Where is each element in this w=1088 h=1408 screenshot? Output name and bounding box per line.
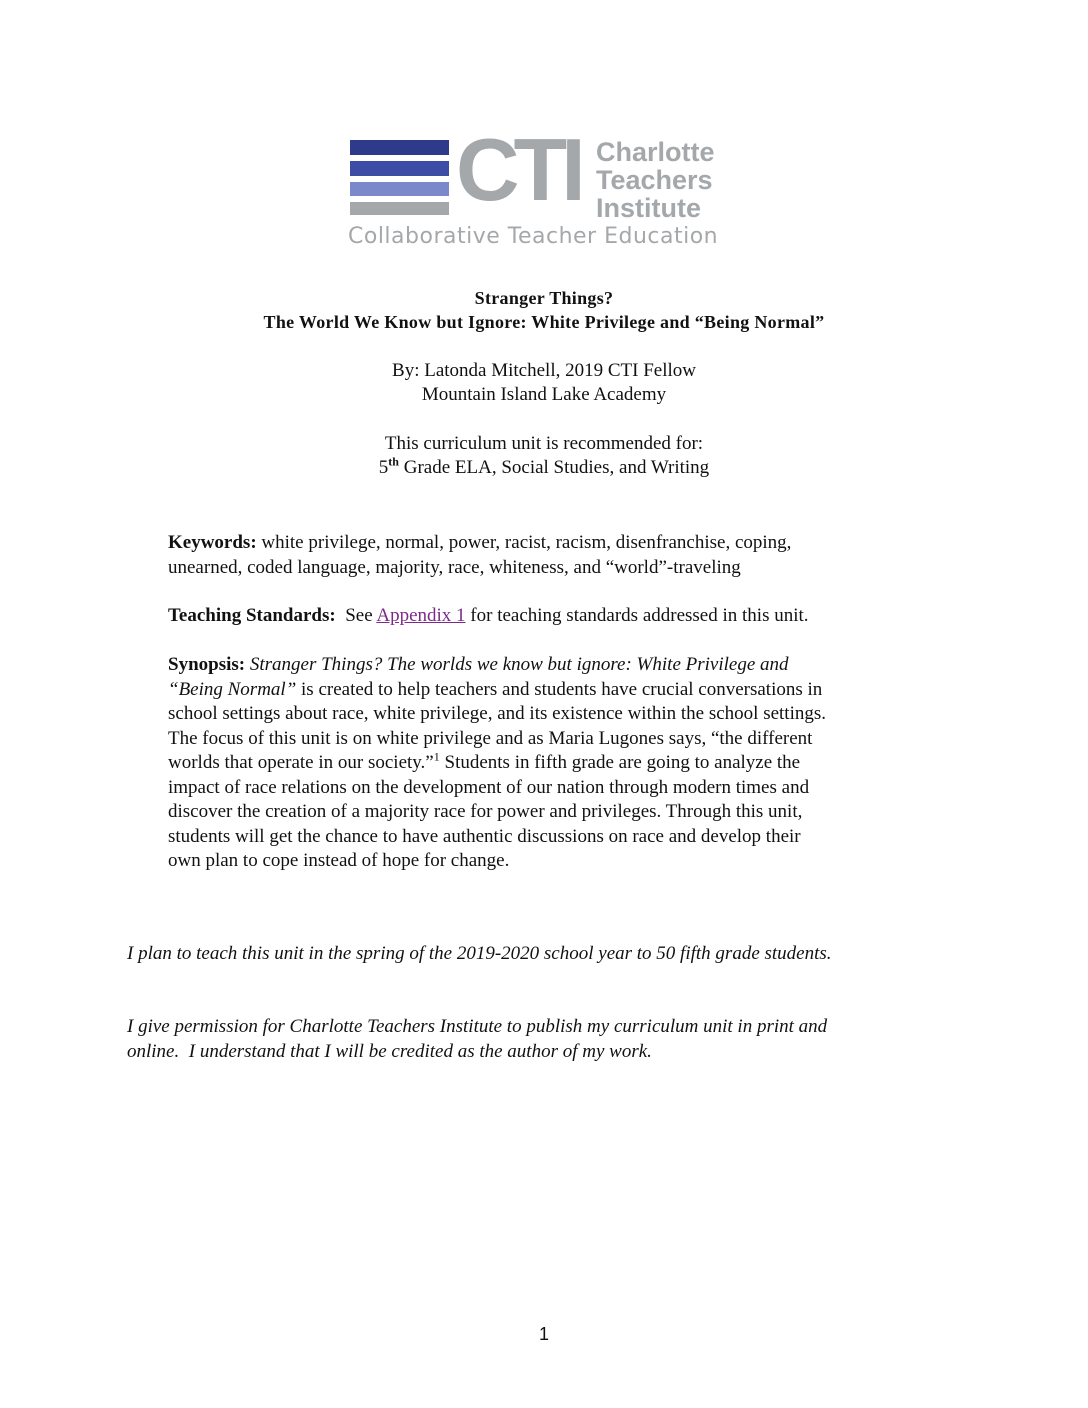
synopsis-italic-1: Stranger Things? The worlds we know but ignore: White Privilege and [245, 654, 789, 675]
logo-bar [350, 202, 449, 215]
standards-pre: See [335, 605, 377, 626]
synopsis-line-4: The focus of this unit is on white privilege and as Maria Lugones says, “the different [168, 727, 813, 749]
synopsis-italic-2: “Being Normal” [168, 678, 297, 700]
logo-tagline: Collaborative Teacher Education [348, 224, 719, 249]
logo-name-line: Charlotte [596, 137, 715, 167]
synopsis-text: worlds that operate in our society.” [168, 752, 434, 773]
cti-logo [348, 120, 748, 254]
logo-bar [350, 182, 449, 196]
keywords-label: Keywords: [168, 532, 257, 553]
title-line-2: The World We Know but Ignore: White Privilege and “Being Normal” [263, 312, 825, 332]
synopsis-line-9: own plan to cope instead of hope for change. [168, 850, 510, 871]
standards-label: Teaching Standards: [168, 605, 336, 626]
synopsis-line-6: impact of race relations on the development of our nation through modern times and [168, 776, 810, 798]
logo-name-line: Institute [596, 193, 701, 223]
page-number: 1 [538, 1324, 549, 1344]
appendix-link[interactable]: Appendix 1 [376, 605, 466, 626]
logo-name-line: Teachers [596, 165, 713, 195]
author-line: By: Latonda Mitchell, 2019 CTI Fellow [392, 360, 696, 381]
synopsis-line-7: discover the creation of a majority race for power and privileges. Through this unit, [168, 801, 803, 822]
synopsis-text: is created to help teachers and students have crucial conversations in [296, 678, 823, 700]
logo-letters: CTI [456, 120, 580, 219]
synopsis-section [168, 653, 928, 874]
keywords-section [168, 531, 928, 580]
title-line-1: Stranger Things? [474, 288, 614, 308]
grade-line [0, 456, 1088, 480]
permission-statement [127, 1014, 947, 1064]
recommendation-line: This curriculum unit is recommended for: [384, 433, 704, 454]
logo-name [596, 138, 715, 222]
logo-bar [350, 161, 449, 176]
grade-subjects: Grade ELA, Social Studies, and Writing [398, 457, 710, 478]
keywords-line-2: unearned, coded language, majority, race, whiteness, and “world”-traveling [168, 556, 741, 578]
grade-superscript: th [388, 454, 399, 469]
permission-line-1: I give permission for Charlotte Teachers Institute to publish my curriculum unit in print and [127, 1016, 828, 1037]
synopsis-line-1 [168, 653, 928, 678]
permission-line-2: online. I understand that I will be credited as the author of my work. [127, 1041, 652, 1062]
keywords-text: white privilege, normal, power, racist, racism, disenfranchise, coping, [256, 532, 792, 553]
synopsis-text: Students in fifth grade are going to analyze the [439, 752, 801, 773]
footnote-marker: 1 [433, 749, 440, 764]
synopsis-line-5 [168, 751, 928, 776]
synopsis-line-2 [168, 678, 928, 703]
grade-number: 5 [378, 457, 389, 478]
keywords-line-1 [168, 531, 928, 556]
school-line: Mountain Island Lake Academy [421, 384, 667, 405]
standards-section [168, 604, 928, 629]
synopsis-line-8: students will get the chance to have authentic discussions on race and develop their [168, 825, 801, 847]
synopsis-label: Synopsis: [168, 654, 246, 675]
teaching-plan: I plan to teach this unit in the spring of the 2019-2020 school year to 50 fifth grade students. [127, 943, 832, 964]
standards-post: for teaching standards addressed in this unit. [465, 605, 809, 626]
synopsis-line-3: school settings about race, white privilege, and its existence within the school settings. [168, 703, 826, 724]
logo-bar [350, 140, 449, 155]
